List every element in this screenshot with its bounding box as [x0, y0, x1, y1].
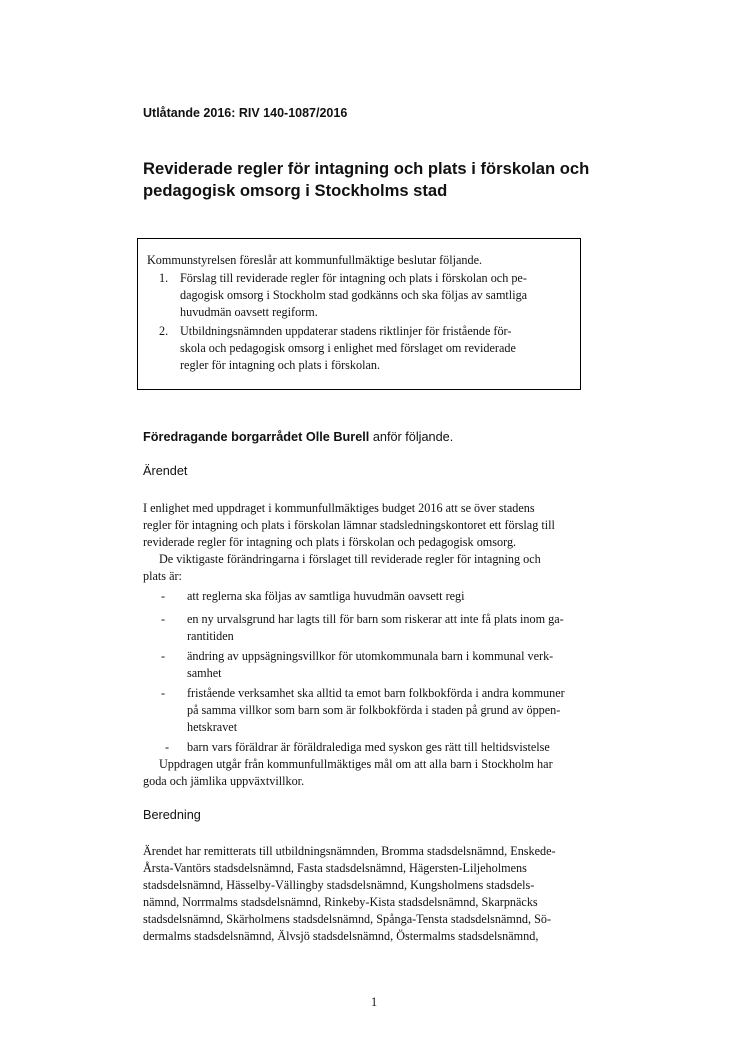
bullet-dash: -: [161, 589, 166, 603]
document-reference: Utlåtande 2016: RIV 140-1087/2016: [143, 106, 348, 120]
text-line: en ny urvalsgrund har lagts till för barn som riskerar att inte få plats inom ga-: [187, 612, 564, 626]
proposal-box: [137, 238, 581, 390]
text-line: stadsdelsnämnd, Skärholmens stadsdelsnämnd, Spånga-Tensta stadsdelsnämnd, Sö-: [143, 912, 552, 926]
text-line: barn vars föräldrar är föräldralediga med syskon ges rätt till heltidsvistelse: [187, 740, 550, 754]
section-heading-beredning: Beredning: [143, 808, 201, 822]
document-title: [143, 158, 643, 202]
text-line: goda och jämlika uppväxtvillkor.: [143, 774, 305, 788]
presenter-rest: anför följande.: [369, 430, 454, 444]
paragraph: [143, 551, 623, 585]
text-line: skola och pedagogisk omsorg i enlighet med förslaget om reviderade: [180, 341, 516, 355]
paragraph: [143, 756, 623, 790]
text-line: dagogisk omsorg i Stockholm stad godkänns och ska följas av samtliga: [180, 288, 528, 302]
text-line: plats är:: [143, 569, 182, 583]
text-line: regler för intagning och plats i förskolan.: [180, 358, 381, 372]
page-number: 1: [371, 995, 378, 1009]
text-line: nämnd, Norrmalms stadsdelsnämnd, Rinkeby-Kista stadsdelsnämnd, Skarpnäcks: [143, 895, 538, 909]
title-line: Reviderade regler för intagning och plats i förskolan och: [143, 159, 590, 178]
proposal-item-number: 2.: [159, 324, 169, 338]
text-line: Förslag till reviderade regler för intagning och plats i förskolan och pe-: [180, 271, 527, 285]
text-line: ändring av uppsägningsvillkor för utomkommunala barn i kommunal verk-: [187, 649, 554, 663]
presenter-name: Föredragande borgarrådet Olle Burell: [143, 430, 370, 444]
text-line: regler för intagning och plats i förskolan lämnar stadsledningskontoret ett förslag till: [143, 518, 555, 532]
text-line: stadsdelsnämnd, Hässelby-Vällingby stadsdelsnämnd, Kungsholmens stadsdels-: [143, 878, 535, 892]
text-line: att reglerna ska följas av samtliga huvudmän oavsett regi: [187, 589, 465, 603]
text-line: hetskravet: [187, 720, 238, 734]
presenter-line: [143, 430, 453, 444]
text-line: dermalms stadsdelsnämnd, Älvsjö stadsdelsnämnd, Östermalms stadsdelsnämnd,: [143, 929, 539, 943]
bullet-dash: -: [165, 740, 170, 754]
proposal-item-number: 1.: [159, 271, 169, 285]
paragraph: [143, 843, 623, 945]
text-line: rantitiden: [187, 629, 234, 643]
bullet-dash: -: [161, 612, 166, 626]
text-line: Årsta-Vantörs stadsdelsnämnd, Fasta stadsdelsnämnd, Hägersten-Liljeholmens: [143, 861, 527, 875]
text-line: reviderade regler för intagning och plats i förskolan och pedagogisk omsorg.: [143, 535, 517, 549]
title-line: pedagogisk omsorg i Stockholms stad: [143, 181, 448, 200]
text-line: Ärendet har remitterats till utbildningsnämnden, Bromma stadsdelsnämnd, Enskede-: [143, 844, 556, 858]
text-line: I enlighet med uppdraget i kommunfullmäktiges budget 2016 att se över stadens: [143, 501, 535, 515]
text-line: Utbildningsnämnden uppdaterar stadens riktlinjer för fristående för-: [180, 324, 512, 338]
bullet-dash: -: [161, 649, 166, 663]
proposal-intro: Kommunstyrelsen föreslår att kommunfullmäktige beslutar följande.: [147, 253, 483, 267]
proposal-item-text: [180, 323, 580, 374]
paragraph: [143, 500, 623, 551]
proposal-item-text: [180, 270, 580, 321]
text-line: samhet: [187, 666, 222, 680]
bullet-dash: -: [161, 686, 166, 700]
text-line: Uppdragen utgår från kommunfullmäktiges mål om att alla barn i Stockholm har: [159, 757, 553, 771]
text-line: huvudmän oavsett regiform.: [180, 305, 318, 319]
section-heading-arendet: Ärendet: [143, 464, 188, 478]
text-line: på samma villkor som barn som är folkbokförda i staden på grund av öppen-: [187, 703, 561, 717]
text-line: De viktigaste förändringarna i förslaget till reviderade regler för intagning och: [159, 552, 541, 566]
text-line: fristående verksamhet ska alltid ta emot barn folkbokförda i andra kommuner: [187, 686, 565, 700]
